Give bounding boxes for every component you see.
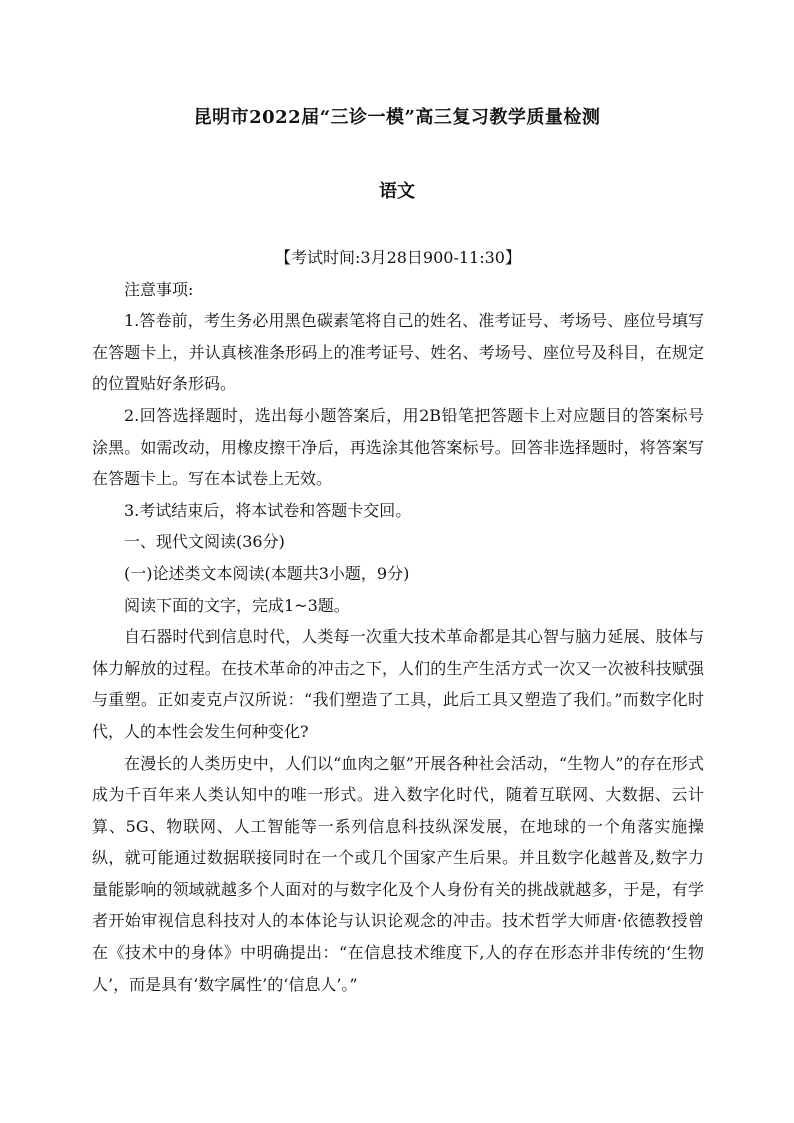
document-title: 昆明市2022届“三诊一模”高三复习教学质量检测 — [193, 107, 601, 128]
subsection-heading: (一)论述类文本阅读(本题共3小题，9分) — [124, 563, 410, 583]
passage-paragraph-2: 在漫长的人类历史中，人们以“血肉之躯”开展各种社会活动，“生物人”的存在形式成为千百年来人类认知中的唯一形式。进入数字化时代，随着互联网、大数据、云计算、5G、物联网、人工智能等一系列信息科技纵深发展，在地球的一个角落实施操纵，就可能通过数据联接同时在一个或几个国家产生后果。并且数字化越普及,数字力量能影响的领域就越多个人面对的与数字化及个人身份有关的挑战就越多，于是，有学者开始审视信息科技对人的本体论与认识论观念的冲击。技术哲学大师唐·依德教授曾在《技术中的身体》中明确提出：“在信息技术维度下,人的存在形态并非传统的‘生物人’，而是具有‘数字属性’的‘信息人’。” — [92, 753, 704, 994]
subject-title: 语文 — [379, 181, 415, 202]
document-body — [92, 242, 704, 1000]
passage-paragraph-1: 自石器时代到信息时代，人类每一次重大技术革命都是其心智与脑力延展、肢体与体力解放的过程。在技术革命的冲击之下，人们的生产生活方式一次又一次被科技赋强与重塑。正如麦克卢汉所说：“我们塑造了工具，此后工具又塑造了我们。”而数字化时代，人的本性会发生何种变化? — [92, 627, 704, 741]
note-item-2: 2.回答选择题时，选出每小题答案后，用2B铅笔把答题卡上对应题目的答案标号涂黑。如需改动，用橡皮擦干净后，再选涂其他答案标号。回答非选择题时，将答案写在答题卡上。写在本试卷上无效。 — [92, 405, 704, 489]
note-item-1: 1.答卷前，考生务必用黑色碳素笔将自己的姓名、准考证号、考场号、座位号填写在答题卡上，并认真核准条形码上的准考证号、姓名、考场号、座位号及科目，在规定的位置贴好条形码。 — [92, 311, 704, 394]
notes-heading: 注意事项: — [124, 279, 194, 299]
note-item-3: 3.考试结束后，将本试卷和答题卡交回。 — [124, 500, 412, 520]
exam-time: 【考试时间:3月28日900-11:30】 — [275, 248, 521, 267]
section-heading: 一、现代文阅读(36分) — [124, 532, 285, 552]
reading-instruction: 阅读下面的文字，完成1~3题。 — [124, 595, 350, 615]
